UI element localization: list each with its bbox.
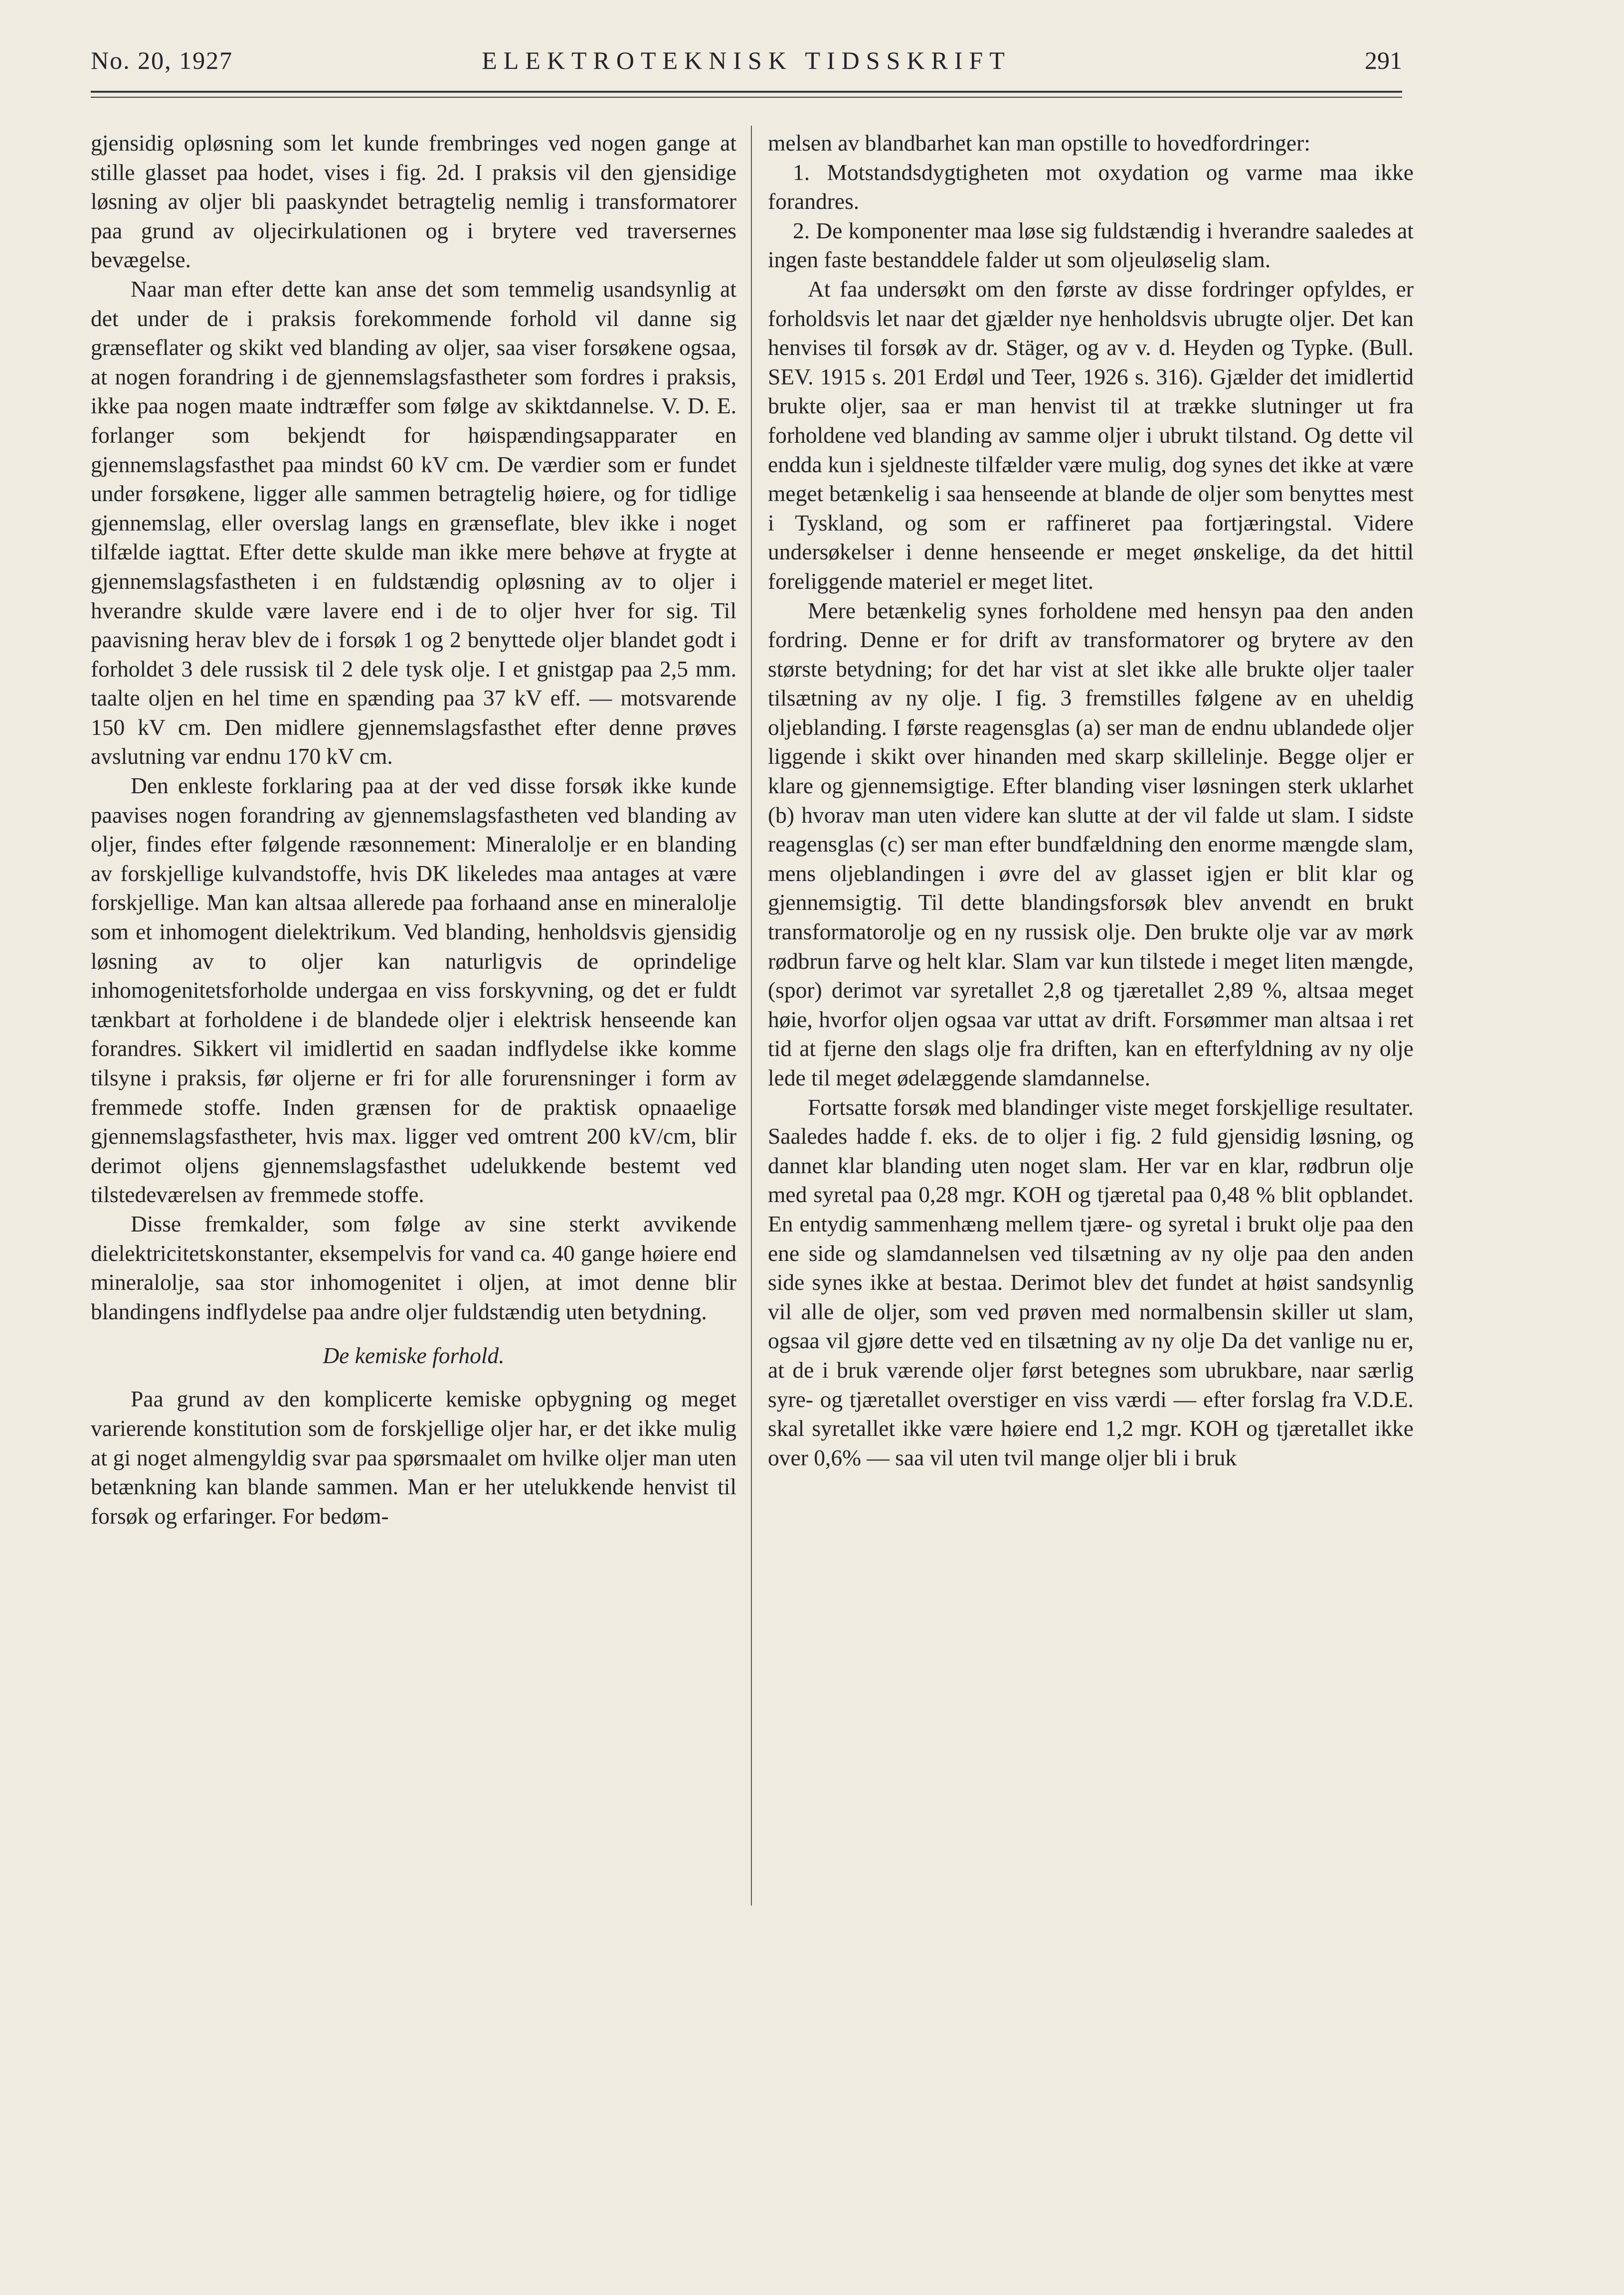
paragraph: Fortsatte forsøk med blandinger viste meget forskjellige resultater. Saaledes hadde f. eks. de to oljer i fig. 2 fuld gjensidig løsning, og dannet klar blanding uten noget slam. Her var en klar, rødbrun olje med syretal paa 0,28 mgr. KOH og tjæretal paa 0,48 % blit opblandet. En entydig sammenhæng mellem tjære- og syretal i brukt olje paa den ene side og slamdannelsen ved tilsætning av ny olje paa den anden side synes ikke at bestaa. Derimot blev det fundet at høist sandsynlig vil alle de oljer, som ved prøven med normalbensin skiller ut slam, ogsaa vil gjøre dette ved en tilsætning av ny olje Da det vanlige nu er, at de i bruk værende oljer først betegnes som ubrukbare, naar særlig syre- og tjæretallet overstiger en viss værdi — efter forslag fra V.D.E. skal syretallet ikke være høiere end 1,2 mgr. KOH og tjæretallet ikke over 0,6% — saa vil uten tvil mange oljer bli i bruk — [768, 1094, 1414, 1470]
section-heading: De kemiske forhold. — [323, 1343, 505, 1369]
paragraph: Disse fremkalder, som følge av sine sterkt avvikende dielektricitetskonstanter, eksempelvis for vand ca. 40 gange høiere end mineralolje, saa stor inhomogenitet i oljen, at imot denne blir blandingens indflydelse paa andre oljer fuldstændig uten betydning. — [91, 1211, 736, 1324]
paragraph: Den enkleste forklaring paa at der ved disse forsøk ikke kunde paavises nogen forandring av gjennemslagsfastheten ved blanding av oljer, findes efter følgende ræsonnement: Mineralolje er en blanding av forskjellige kulvandstoffe, hvis DK likeledes maa antages at være forskjellige. Man kan altsaa allerede paa forhaand anse en mineralolje som et inhomogent dielektrikum. Ved blanding, henholdsvis gjensidig løsning av to oljer kan naturligvis de oprindelige inhomogenitetsforholde undergaa en viss forskyvning, og det er fuldt tænkbart at forholdene i de blandede oljer i elektrisk henseende kan forandres. Sikkert vil imidlertid en saadan indflydelse ikke komme tilsyne i praksis, før oljerne er fri for alle forurensninger i form av fremmede stoffe. Inden grænsen for de praktisk opnaaelige gjennemslagsfastheter, hvis max. ligger ved omtrent 200 kV/cm, blir derimot oljens gjennemslagsfasthet udelukkende bestemt ved tilstedeværelsen av fremmede stoffe. — [91, 773, 736, 1208]
list-item: 1. Motstandsdygtigheten mot oxydation og varme maa ikke forandres. — [768, 159, 1414, 214]
issue-number: No. 20, 1927 — [91, 46, 233, 74]
paragraph: melsen av blandbarhet kan man opstille to hovedfordringer: — [768, 130, 1310, 156]
paragraph: Mere betænkelig synes forholdene med hensyn paa den anden fordring. Denne er for drift av transformatorer og brytere av den største betydning; for det har vist at slet ikke alle brukte oljer taaler tilsætning av ny olje. I fig. 3 fremstilles følgene av en uheldig oljeblanding. I første reagensglas (a) ser man de endnu ublandede oljer liggende i skikt over hinanden med skarp skillelinje. Begge oljer er klare og gjennemsigtige. Efter blanding viser løsningen sterk uklarhet (b) hvorav man uten videre kan slutte at der vil falde ut slam. I sidste reagensglas (c) ser man efter bundfældning den enorme mængde slam, mens oljeblandingen i øvre del av glasset igjen er blit klar og gjennemsigtig. Til dette blandingsforsøk blev anvendt en brukt transformatorolje og en ny russisk olje. Den brukte olje var av mørk rødbrun farve og helt klar. Slam var kun tilstede i meget liten mængde, (spor) derimot var syretallet 2,8 og tjæretallet 2,89 %, altsaa meget høie, hvorfor oljen ogsaa var uttat av drift. Forsømmer man altsaa i ret tid at fjerne den slags olje fra driften, kan en efterfyldning av ny olje lede til meget ødelæggende slamdannelse. — [768, 597, 1414, 1090]
header-rule-top — [91, 91, 1402, 93]
paragraph: Paa grund av den komplicerte kemiske opbygning og meget varierende konstitution som de forskjellige oljer har, er det ikke mulig at gi noget almengyldig svar paa spørsmaalet om hvilke oljer man uten betænkning kan blande sammen. Man er her utelukkende henvist til forsøk og erfaringer. For bedøm- — [91, 1386, 736, 1529]
page-number: 291 — [1365, 46, 1402, 74]
left-column — [91, 129, 736, 1531]
right-column — [768, 129, 1414, 1472]
paragraph: Naar man efter dette kan anse det som temmelig usandsynlig at det under de i praksis forekommende forhold vil danne sig grænseflater og skikt ved blanding av oljer, saa viser forsøkene ogsaa, at nogen forandring i de gjennemslagsfastheter som fordres i praksis, ikke paa nogen maate indtræffer som følge av skiktdannelse. V. D. E. forlanger som bekjendt for høispændingsapparater en gjennemslagsfasthet paa mindst 60 kV cm. De værdier som er fundet under forsøkene, ligger alle sammen betragtelig høiere, og for tidlige gjennemslag, eller overslag langs en grænseflate, blev ikke i noget tilfælde iagttat. Efter dette skulde man ikke mere behøve at frygte at gjennemslagsfastheten i en fuldstændig opløsning av to oljer i hverandre skulde være lavere end i de to oljer hver for sig. Til paavisning herav blev de i forsøk 1 og 2 benyttede oljer blandet godt i forholdet 3 dele russisk til 2 dele tysk olje. I et gnistgap paa 2,5 mm. taalte oljen en hel time en spænding paa 37 kV eff. — motsvarende 150 kV cm. Den midlere gjennemslagsfasthet efter denne prøves avslutning var endnu 170 kV cm. — [91, 276, 736, 769]
header-rule-bottom — [91, 97, 1402, 98]
journal-title: ELEKTROTEKNISK TIDSSKRIFT — [482, 46, 1011, 74]
list-item: 2. De komponenter maa løse sig fuldstændig i hverandre saaledes at ingen faste bestanddele falder ut som oljeuløselig slam. — [768, 217, 1414, 273]
paragraph: gjensidig opløsning som let kunde frembringes ved nogen gange at stille glasset paa hodet, vises i fig. 2d. I praksis vil den gjensidige løsning av oljer bli paaskyndet betragtelig nemlig i transformatorer paa grund av oljecirkulationen og i brytere ved traversernes bevægelse. — [91, 130, 736, 273]
page-header — [91, 44, 1402, 77]
column-divider — [751, 126, 752, 1906]
paragraph: At faa undersøkt om den første av disse fordringer opfyldes, er forholdsvis let naar det gjælder nye henholdsvis ubrugte oljer. Det kan henvises til forsøk av dr. Stäger, og av v. d. Heyden og Typke. (Bull. SEV. 1915 s. 201 Erdøl und Teer, 1926 s. 316). Gjælder det imidlertid brukte oljer, saa er man henvist til at trække slutninger ut fra forholdene ved blanding av samme oljer i ubrukt tilstand. Og dette vil endda kun i sjeldneste tilfælder være mulig, dog synes det ikke at være meget betænkelig i saa henseende at blande de oljer som benyttes mest i Tyskland, og som er raffineret paa fortjæringstal. Videre undersøkelser i denne henseende er meget ønskelige, da det hittil foreliggende materiel er meget litet. — [768, 276, 1414, 594]
